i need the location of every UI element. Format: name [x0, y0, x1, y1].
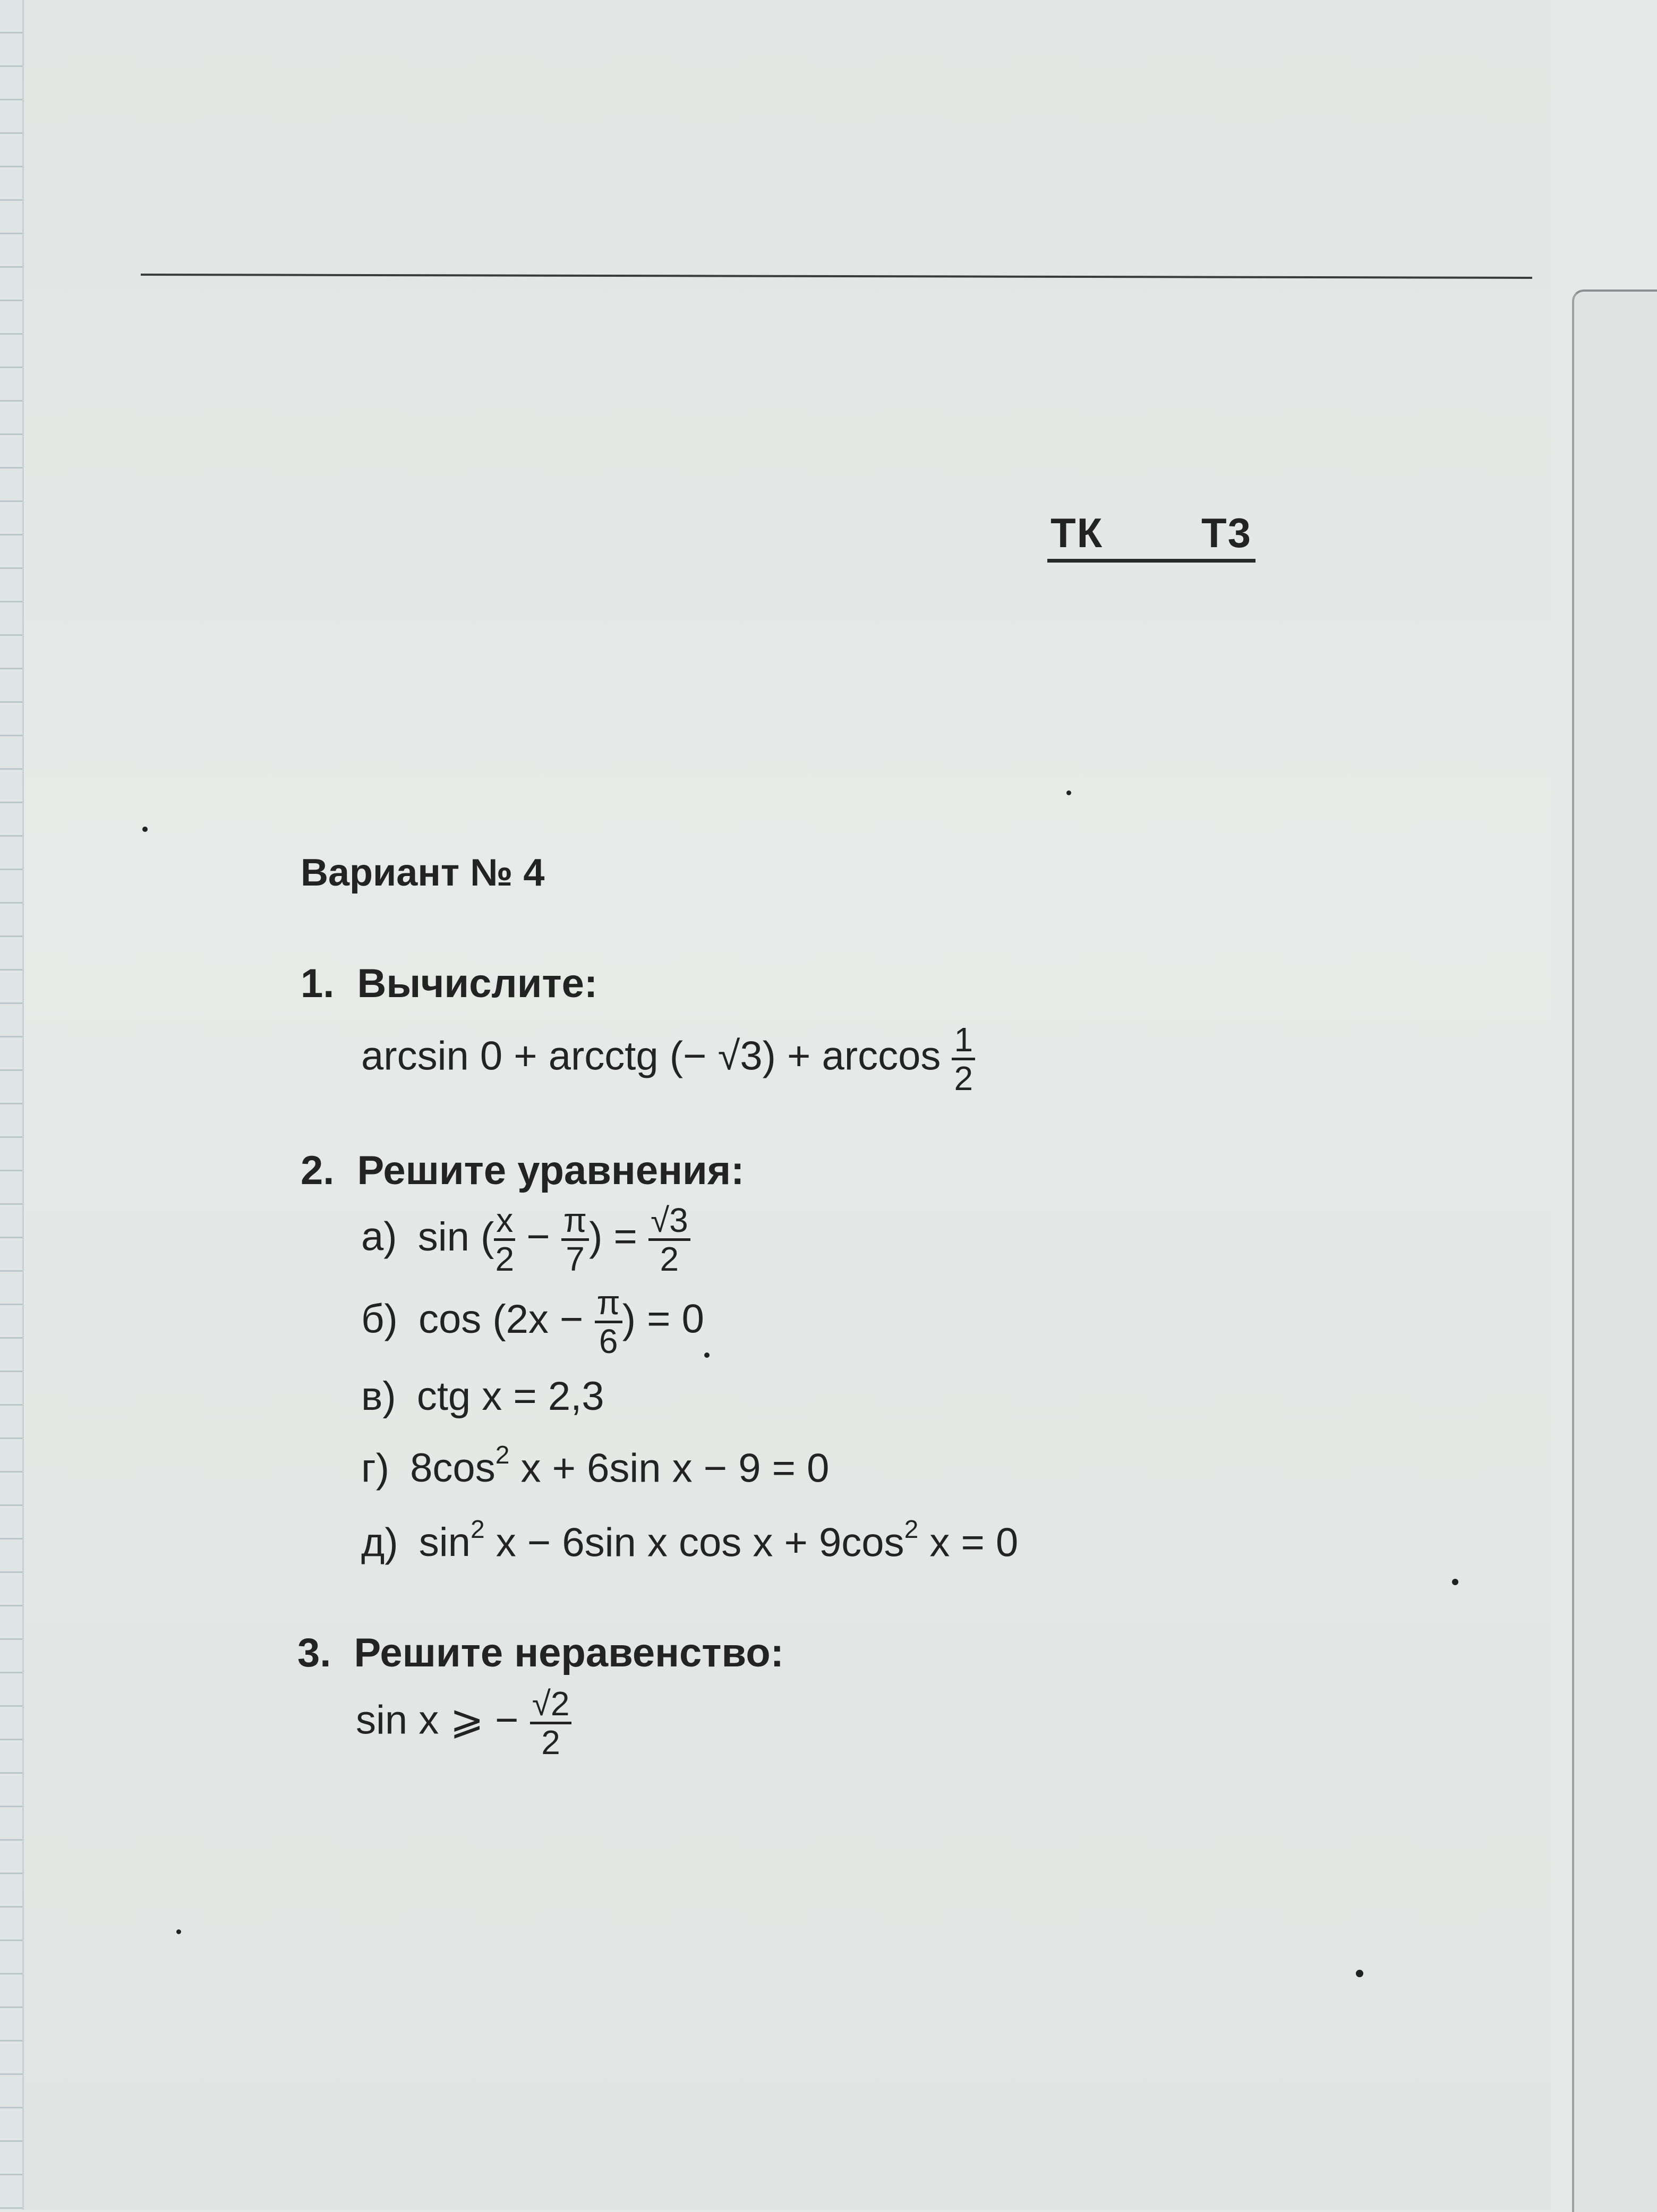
equation-a-frac3 [648, 1203, 690, 1276]
equation-c-label: в) [361, 1374, 396, 1419]
paper-speck [176, 1929, 181, 1934]
equation-b-frac1-num: π [595, 1286, 622, 1323]
inequality-fraction [530, 1684, 572, 1762]
equation-c [361, 1373, 604, 1419]
task2-header [301, 1147, 744, 1194]
variant-title: Вариант № 4 [301, 852, 545, 894]
equation-d-part1: 8cos [410, 1445, 496, 1491]
equation-d [361, 1441, 830, 1491]
equation-b-frac1-den: 6 [599, 1322, 618, 1360]
equation-a-part1: sin ( [417, 1214, 494, 1260]
equation-a-frac1-den: 2 [495, 1240, 515, 1278]
equation-b-part1: cos (2x − [418, 1296, 595, 1342]
code-left: ТК [1050, 509, 1104, 556]
task2-number: 2. [301, 1148, 335, 1193]
equation-b [361, 1283, 704, 1360]
equation-e-part1: sin [418, 1520, 471, 1566]
task3-number: 3. [297, 1630, 331, 1675]
equation-b-frac1 [595, 1283, 622, 1360]
task1-title: Вычислите: [357, 961, 598, 1006]
equation-d-label: г) [361, 1445, 390, 1491]
task1-number: 1. [301, 961, 335, 1006]
equation-a-frac2 [561, 1203, 589, 1276]
inequality-part1: sin x ⩾ − [356, 1697, 530, 1743]
equation-e-exponent2: 2 [904, 1516, 919, 1544]
task1-frac-den: 2 [954, 1059, 973, 1098]
equation-a-frac3-den: 2 [660, 1240, 679, 1278]
equation-e-exponent1: 2 [470, 1516, 485, 1544]
equation-a-label: а) [361, 1214, 397, 1260]
inequality-frac-den: 2 [541, 1723, 560, 1762]
equation-a [361, 1203, 690, 1276]
task1-header [301, 960, 597, 1007]
equation-e-part3: x = 0 [918, 1520, 1019, 1566]
task3-title: Решите неравенство: [354, 1630, 784, 1675]
task1-fraction [952, 1020, 975, 1098]
equation-e [361, 1516, 1019, 1566]
equation-a-frac3-num: √3 [648, 1203, 690, 1241]
equation-a-frac2-num: π [561, 1203, 589, 1241]
paper-speck [704, 1352, 710, 1358]
equation-a-part3: ) = [589, 1214, 648, 1260]
equation-b-label: б) [361, 1296, 398, 1342]
paper-speck [1066, 790, 1071, 795]
equation-e-part2: x − 6sin x cos x + 9cos [484, 1520, 904, 1566]
equation-a-frac1 [494, 1203, 515, 1276]
equation-c-expr: ctg x = 2,3 [416, 1374, 604, 1419]
task1-frac-num: 1 [952, 1023, 975, 1060]
equation-e-label: д) [361, 1520, 398, 1566]
underlying-sheet [1572, 290, 1657, 2212]
inequality-frac-num: √2 [530, 1687, 572, 1724]
paper-speck [1356, 1970, 1363, 1977]
equation-d-exponent: 2 [495, 1441, 510, 1469]
equation-a-frac2-den: 7 [566, 1240, 585, 1278]
paper-speck [142, 827, 148, 832]
code-underline [1047, 559, 1255, 563]
paper-speck [1452, 1579, 1458, 1585]
task2-title: Решите уравнения: [357, 1148, 745, 1193]
inequality [356, 1684, 571, 1762]
equation-d-part2: x + 6sin x − 9 = 0 [509, 1445, 830, 1491]
equation-b-part2: ) = 0 [622, 1296, 704, 1342]
task1-expr-main: arcsin 0 + arcctg (− √3) + arccos [361, 1033, 941, 1079]
equation-a-part2: − [515, 1214, 561, 1260]
task3-header [297, 1630, 784, 1676]
grid-paper-edge [0, 0, 24, 2210]
task1-expression [361, 1020, 975, 1098]
equation-a-frac1-num: x [494, 1203, 515, 1241]
code-right: Т3 [1201, 509, 1252, 556]
